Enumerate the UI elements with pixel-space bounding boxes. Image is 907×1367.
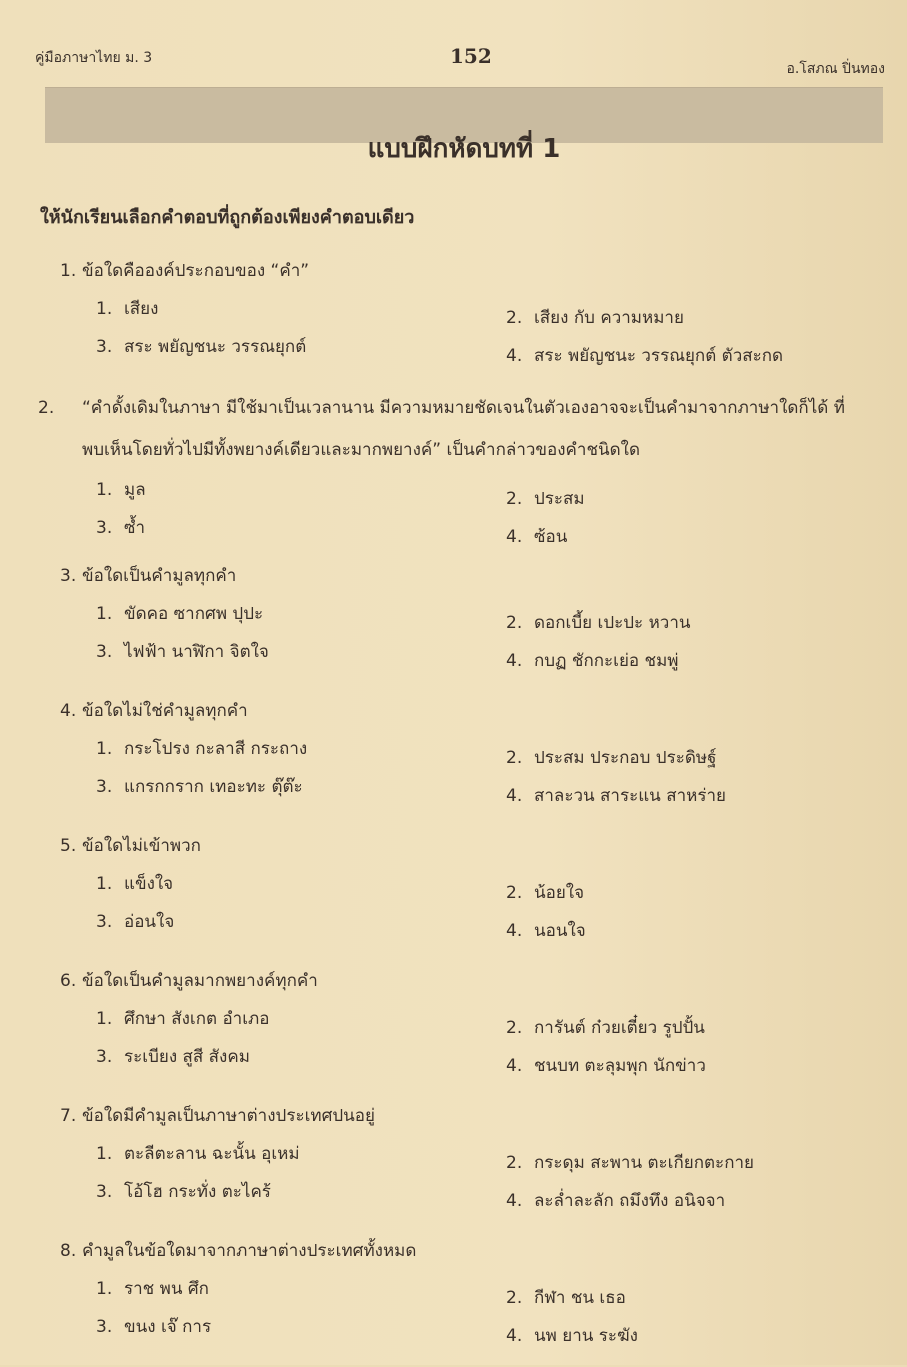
- option-text: เสียง: [124, 299, 159, 319]
- option-text: การันต์ ก๋วยเตี๋ยว รูปปั้น: [534, 1018, 705, 1038]
- question-5: [60, 827, 890, 962]
- option-text: ประสม ประกอบ ประดิษฐ์: [534, 748, 717, 768]
- header-book-title: คู่มือภาษาไทย ม. 3: [35, 50, 153, 66]
- option-text: มูล: [124, 480, 146, 500]
- option-number: 4.: [506, 1191, 523, 1211]
- question-text: ข้อใดคือองค์ประกอบของ “คำ”: [82, 261, 310, 281]
- option-number: 1.: [96, 1144, 113, 1164]
- option-number: 3.: [96, 777, 113, 797]
- option-number: 3.: [96, 337, 113, 357]
- option-number: 1.: [96, 739, 113, 759]
- question-number: 5.: [60, 836, 77, 856]
- option-3[interactable]: [96, 509, 506, 547]
- option-number: 1.: [96, 604, 113, 624]
- question-text: คำมูลในข้อใดมาจากภาษาต่างประเทศทั้งหมด: [82, 1241, 417, 1261]
- option-number: 1.: [96, 1279, 113, 1299]
- option-text: นพ ยาน ระฆัง: [534, 1326, 638, 1346]
- option-1[interactable]: [96, 865, 506, 903]
- question-text: ข้อใดมีคำมูลเป็นภาษาต่างประเทศปนอยู่: [82, 1106, 375, 1126]
- option-1[interactable]: [96, 290, 506, 328]
- question-number: 6.: [60, 971, 77, 991]
- option-number: 3.: [96, 1182, 113, 1202]
- options: [96, 730, 890, 806]
- option-text: สาละวน สาระแน สาหร่าย: [534, 786, 726, 806]
- option-text: ชนบท ตะลุมพุก นักข่าว: [534, 1056, 706, 1076]
- option-text: กระดุม สะพาน ตะเกียกตะกาย: [534, 1153, 754, 1173]
- question-number: 1.: [60, 261, 77, 281]
- header-author: อ.โสภณ ปิ่นทอง: [786, 61, 885, 77]
- option-text: ขัดคอ ซากศพ ปุปะ: [124, 604, 264, 624]
- option-number: 2.: [506, 883, 523, 903]
- option-number: 4.: [506, 346, 523, 366]
- option-text: อ่อนใจ: [124, 912, 175, 932]
- option-2[interactable]: [506, 1009, 906, 1047]
- question-stem: [60, 692, 890, 730]
- option-3[interactable]: [96, 633, 506, 671]
- option-1[interactable]: [96, 471, 506, 509]
- option-4[interactable]: [506, 1317, 906, 1355]
- option-3[interactable]: [96, 768, 506, 806]
- option-number: 4.: [506, 921, 523, 941]
- option-text: ไฟฟ้า นาฬิกา จิตใจ: [124, 642, 269, 662]
- title-band: [45, 87, 883, 164]
- options: [96, 471, 890, 547]
- option-text: ละล่ำละลัก ถมึงทึง อนิจจา: [534, 1191, 726, 1211]
- options: [96, 865, 890, 941]
- question-stem: [60, 1097, 890, 1135]
- option-number: 4.: [506, 527, 523, 547]
- question-stem: [60, 962, 890, 1000]
- option-number: 4.: [506, 1326, 523, 1346]
- option-2[interactable]: [506, 874, 906, 912]
- option-3[interactable]: [96, 903, 506, 941]
- option-text: ประสม: [534, 489, 585, 509]
- option-text: สระ พยัญชนะ วรรณยุกต์: [124, 337, 307, 357]
- option-number: 4.: [506, 786, 523, 806]
- option-number: 1.: [96, 299, 113, 319]
- option-number: 3.: [96, 912, 113, 932]
- instruction: ให้นักเรียนเลือกคำตอบที่ถูกต้องเพียงคำตอบเดียว: [40, 207, 415, 228]
- question-number: 3.: [60, 566, 77, 586]
- option-text: ซ้ำ: [124, 518, 146, 538]
- option-text: ระเบียง สูสี สังคม: [124, 1047, 250, 1067]
- option-text: ดอกเบี้ย เปะปะ หวาน: [534, 613, 691, 633]
- page-title: แบบฝึกหัดบทที่ 1: [367, 134, 561, 164]
- option-1[interactable]: [96, 1135, 506, 1173]
- option-number: 2.: [506, 308, 523, 328]
- option-2[interactable]: [506, 1279, 906, 1317]
- option-text: ซ้อน: [534, 527, 568, 547]
- option-4[interactable]: [506, 1047, 906, 1085]
- option-text: สระ พยัญชนะ วรรณยุกต์ ตัวสะกด: [534, 346, 784, 366]
- question-list: [38, 252, 890, 1367]
- option-number: 3.: [96, 1317, 113, 1337]
- question-number: 4.: [60, 701, 77, 721]
- question-number: 2.: [38, 398, 55, 418]
- question-4: [60, 692, 890, 827]
- option-3[interactable]: [96, 328, 506, 366]
- question-6: [60, 962, 890, 1097]
- option-4[interactable]: [506, 642, 906, 680]
- question-stem: [60, 252, 890, 290]
- option-number: 2.: [506, 489, 523, 509]
- option-3[interactable]: [96, 1173, 506, 1211]
- option-text: เสียง กับ ความหมาย: [534, 308, 684, 328]
- options: [96, 1135, 890, 1211]
- option-text: กีฬา ชน เธอ: [534, 1288, 626, 1308]
- option-number: 1.: [96, 480, 113, 500]
- option-number: 2.: [506, 1288, 523, 1308]
- option-text: กบฏ ชักกะเย่อ ชมพู่: [534, 651, 679, 671]
- option-2[interactable]: [506, 480, 906, 518]
- question-1: [60, 252, 890, 387]
- question-7: [60, 1097, 890, 1232]
- question-text: ข้อใดไม่เข้าพวก: [82, 836, 201, 856]
- option-number: 3.: [96, 642, 113, 662]
- options: [96, 595, 890, 671]
- option-1[interactable]: [96, 595, 506, 633]
- option-1[interactable]: [96, 730, 506, 768]
- option-text: กระโปรง กะลาสี กระถาง: [124, 739, 308, 759]
- question-number: 7.: [60, 1106, 77, 1126]
- options: [96, 1000, 890, 1076]
- option-text: น้อยใจ: [534, 883, 585, 903]
- option-2[interactable]: [506, 299, 906, 337]
- option-1[interactable]: [96, 1000, 506, 1038]
- question-text: “คำดั้งเดิมในภาษา มีใช้มาเป็นเวลานาน มีความหมายชัดเจนในตัวเองอาจจะเป็นคำมาจากภาษาใดก็ได้ ที่พบเห็นโดยทั่วไปมีทั้งพยางค์เดียวและมากพยางค์” เป็นคำกล่าวของคำชนิดใด: [82, 398, 845, 460]
- option-text: ราช พน ศึก: [124, 1279, 209, 1299]
- option-number: 2.: [506, 1018, 523, 1038]
- question-stem: [60, 557, 890, 595]
- option-number: 4.: [506, 651, 523, 671]
- option-4[interactable]: [506, 912, 906, 950]
- option-2[interactable]: [506, 739, 906, 777]
- question-8: [60, 1232, 890, 1367]
- question-stem: [38, 387, 890, 471]
- options: [96, 1270, 890, 1346]
- option-3[interactable]: [96, 1038, 506, 1076]
- option-1[interactable]: [96, 1270, 506, 1308]
- option-number: 1.: [96, 1009, 113, 1029]
- option-text: ศึกษา สังเกต อำเภอ: [124, 1009, 270, 1029]
- options: [96, 290, 890, 366]
- option-4[interactable]: [506, 518, 906, 556]
- option-number: 2.: [506, 613, 523, 633]
- question-stem: [60, 827, 890, 865]
- option-2[interactable]: [506, 604, 906, 642]
- option-4[interactable]: [506, 337, 906, 375]
- question-text: ข้อใดเป็นคำมูลมากพยางค์ทุกคำ: [82, 971, 318, 991]
- option-number: 1.: [96, 874, 113, 894]
- question-text: ข้อใดไม่ใช่คำมูลทุกคำ: [82, 701, 248, 721]
- option-text: นอนใจ: [534, 921, 586, 941]
- question-stem: [60, 1232, 890, 1270]
- option-text: ตะลีตะลาน ฉะนั้น อุเหม่: [124, 1144, 300, 1164]
- option-text: โอ้โฮ กระทั่ง ตะไคร้: [124, 1182, 271, 1202]
- question-number: 8.: [60, 1241, 77, 1261]
- question-text: ข้อใดเป็นคำมูลทุกคำ: [82, 566, 237, 586]
- option-number: 2.: [506, 1153, 523, 1173]
- option-number: 3.: [96, 1047, 113, 1067]
- option-number: 3.: [96, 518, 113, 538]
- option-3[interactable]: [96, 1308, 506, 1346]
- option-4[interactable]: [506, 1182, 906, 1220]
- page-number: 152: [450, 44, 492, 68]
- question-2: [38, 387, 890, 557]
- option-text: แข็งใจ: [124, 874, 174, 894]
- option-4[interactable]: [506, 777, 906, 815]
- option-text: ขนง เจ๊ การ: [124, 1317, 212, 1337]
- option-number: 4.: [506, 1056, 523, 1076]
- option-text: แกรกกราก เทอะทะ ตุ๊ต๊ะ: [124, 777, 303, 797]
- question-3: [60, 557, 890, 692]
- option-number: 2.: [506, 748, 523, 768]
- option-2[interactable]: [506, 1144, 906, 1182]
